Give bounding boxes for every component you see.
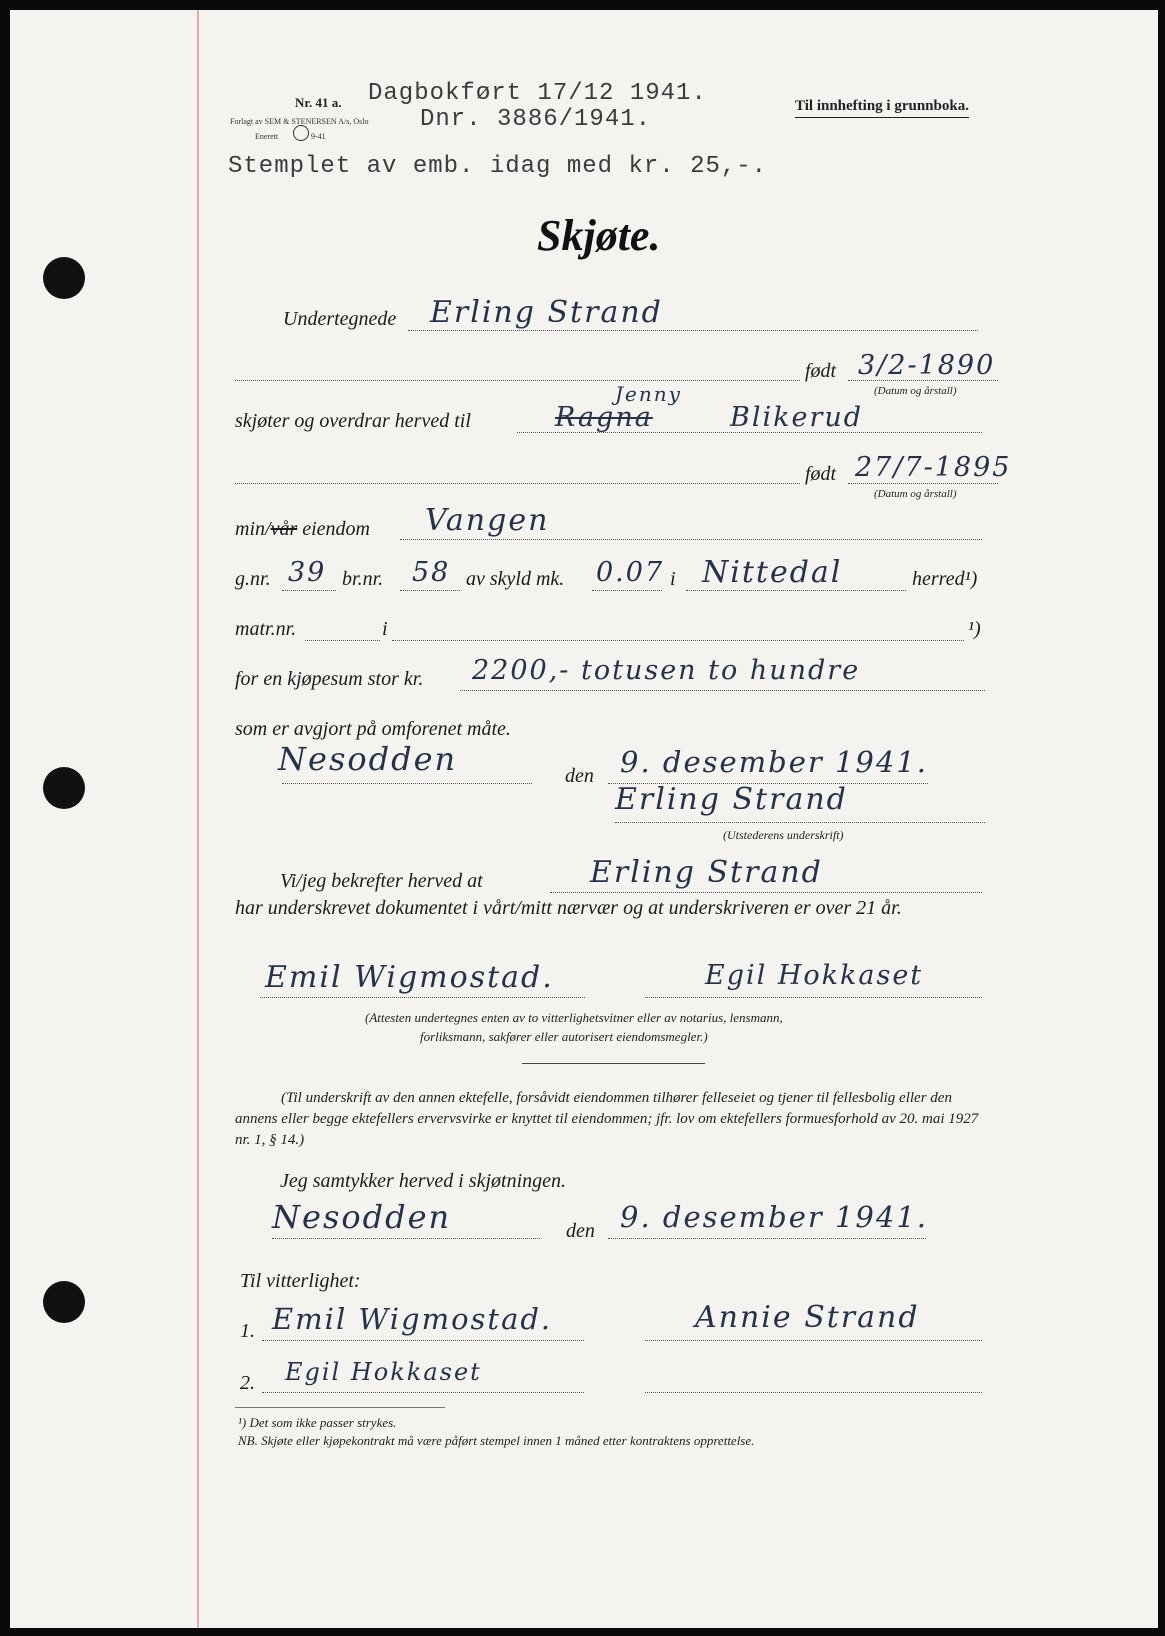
grantee-dob: 27/7-1895 — [855, 452, 1012, 483]
den-label-2: den — [566, 1220, 595, 1242]
dotted-line — [272, 1238, 540, 1239]
witness-2-number: 2. — [240, 1372, 255, 1394]
witness-1-number: 1. — [240, 1320, 255, 1342]
grantor-dob: 3/2-1890 — [858, 350, 996, 381]
dotted-line — [400, 590, 460, 591]
witness-2-name: Egil Hokkaset — [285, 1358, 482, 1386]
attest-note-2: forliksmann, sakfører eller autorisert eiendomsmegler.) — [420, 1029, 708, 1044]
document-page — [10, 10, 1158, 1628]
place-2: Nesodden — [272, 1198, 452, 1236]
separator-line — [522, 1063, 705, 1064]
dotted-line — [645, 1340, 982, 1341]
gnr-label: g.nr. — [235, 568, 271, 590]
dotted-line — [235, 380, 800, 381]
dotted-line — [282, 590, 336, 591]
dotted-line — [848, 483, 998, 484]
footnote-separator — [235, 1407, 445, 1408]
dotted-line — [260, 997, 585, 998]
dotted-line — [408, 330, 978, 331]
fodt-label: født — [805, 360, 837, 382]
grantor-name: Erling Strand — [430, 295, 663, 330]
dotted-line — [305, 640, 380, 641]
kjopesum-label: for en kjøpesum stor kr. — [235, 668, 424, 690]
red-margin-line — [197, 10, 199, 1628]
consent-date: 9. desember 1941. — [620, 1200, 928, 1234]
punch-hole-middle — [43, 767, 85, 809]
publisher-logo-icon — [293, 125, 309, 141]
document-date: 9. desember 1941. — [620, 745, 928, 779]
spouse-note: (Til underskrift av den annen ektefelle, forsåvidt eiendommen tilhører felleseiet og tjener til fellesbolig eller den annens eller begge ektefellers ervervsvirke er knyttet til eiendommen; jfr. lov om ektefellers formuesforhold av 20. mai 1927 nr. 1, § 14.) — [235, 1090, 979, 1148]
dagbok-stamp: Dagbokført 17/12 1941. — [368, 80, 707, 107]
witness-signature-1: Emil Wigmostad. — [265, 960, 554, 995]
dnr-stamp: Dnr. 3886/1941. — [420, 106, 652, 133]
grantee-correction: Jenny — [615, 382, 682, 406]
skyld-value: 0.07 — [596, 557, 665, 588]
datum-note-2: (Datum og årstall) — [874, 488, 957, 500]
dotted-line — [592, 590, 662, 591]
matr-i-label: i — [382, 618, 388, 640]
dotted-line — [282, 783, 532, 784]
fodt-label-2: født — [805, 463, 837, 485]
dotted-line — [686, 590, 906, 591]
dotted-line — [400, 539, 982, 540]
dotted-line — [550, 892, 982, 893]
den-label: den — [565, 765, 594, 787]
datum-note: (Datum og årstall) — [874, 385, 957, 397]
min-eiendom-label — [235, 518, 370, 541]
kjopesum-value: 2200,- totusen to hundre — [472, 655, 861, 686]
herred-value: Nittedal — [702, 555, 843, 590]
var-struck: vår — [270, 518, 298, 540]
grantee-struck-name: Ragna — [555, 402, 653, 433]
footnote-nb: NB. Skjøte eller kjøpekontrakt må være påført stempel innen 1 måned etter kontraktens opprettelse. — [238, 1433, 755, 1448]
print-code: 9-41 — [311, 132, 326, 141]
spouse-signature: Annie Strand — [695, 1300, 920, 1335]
stamp-note: Stemplet av emb. idag med kr. 25,-. — [228, 153, 768, 180]
til-innhefting-label: Til innhefting i grunnboka. — [795, 98, 969, 118]
dotted-line — [645, 997, 982, 998]
matr-label: matr.nr. — [235, 618, 297, 640]
publisher-line: Forlagt av SEM & STENERSEN A/s, Oslo — [230, 117, 369, 126]
issuer-signature: Erling Strand — [615, 782, 848, 817]
document-title: Skjøte. — [537, 211, 661, 260]
skjoter-label: skjøter og overdrar herved til — [235, 410, 471, 432]
bekrefter-line2: har underskrevet dokumentet i vårt/mitt nærvær og at underskriveren er over 21 år. — [235, 897, 902, 919]
issuer-caption: (Utstederens underskrift) — [723, 828, 844, 842]
form-number: Nr. 41 a. — [295, 95, 342, 110]
bekrefter-name: Erling Strand — [590, 855, 823, 890]
dotted-line — [615, 822, 985, 823]
dotted-line — [262, 1392, 584, 1393]
dotted-line — [645, 1392, 982, 1393]
property-name: Vangen — [425, 503, 550, 538]
vitterlighet-label: Til vitterlighet: — [240, 1270, 361, 1292]
dotted-line — [460, 690, 985, 691]
attest-note-1: (Attesten undertegnes enten av to vitterlighetsvitner eller av notarius, lensmann, — [365, 1010, 783, 1025]
samtykker-label: Jeg samtykker herved i skjøtningen. — [280, 1170, 567, 1192]
gnr-value: 39 — [288, 557, 327, 588]
brnr-value: 58 — [412, 557, 451, 588]
grantee-name: Blikerud — [730, 402, 864, 433]
dotted-line — [235, 483, 800, 484]
brnr-label: br.nr. — [342, 568, 384, 590]
eiendom-label: eiendom — [302, 518, 370, 540]
avgjort-label: som er avgjort på omforenet måte. — [235, 718, 511, 740]
copyright-label: Enerett — [255, 132, 279, 141]
footnote-1: ¹) Det som ikke passer strykes. — [238, 1415, 397, 1430]
witness-1-name: Emil Wigmostad. — [272, 1302, 553, 1336]
punch-hole-top — [43, 257, 85, 299]
herred-label: herred¹) — [912, 568, 978, 590]
dotted-line — [262, 1340, 584, 1341]
min-label: min/ — [235, 518, 271, 540]
dotted-line — [608, 1238, 926, 1239]
i-label: i — [670, 568, 676, 590]
undertegnede-label: Undertegnede — [283, 308, 397, 330]
place: Nesodden — [278, 740, 458, 778]
witness-signature-2: Egil Hokkaset — [705, 960, 924, 991]
punch-hole-bottom — [43, 1281, 85, 1323]
matr-end: ¹) — [968, 618, 981, 640]
bekrefter-label: Vi/jeg bekrefter herved at — [280, 870, 483, 892]
dotted-line — [392, 640, 964, 641]
skyld-label: av skyld mk. — [466, 568, 565, 590]
